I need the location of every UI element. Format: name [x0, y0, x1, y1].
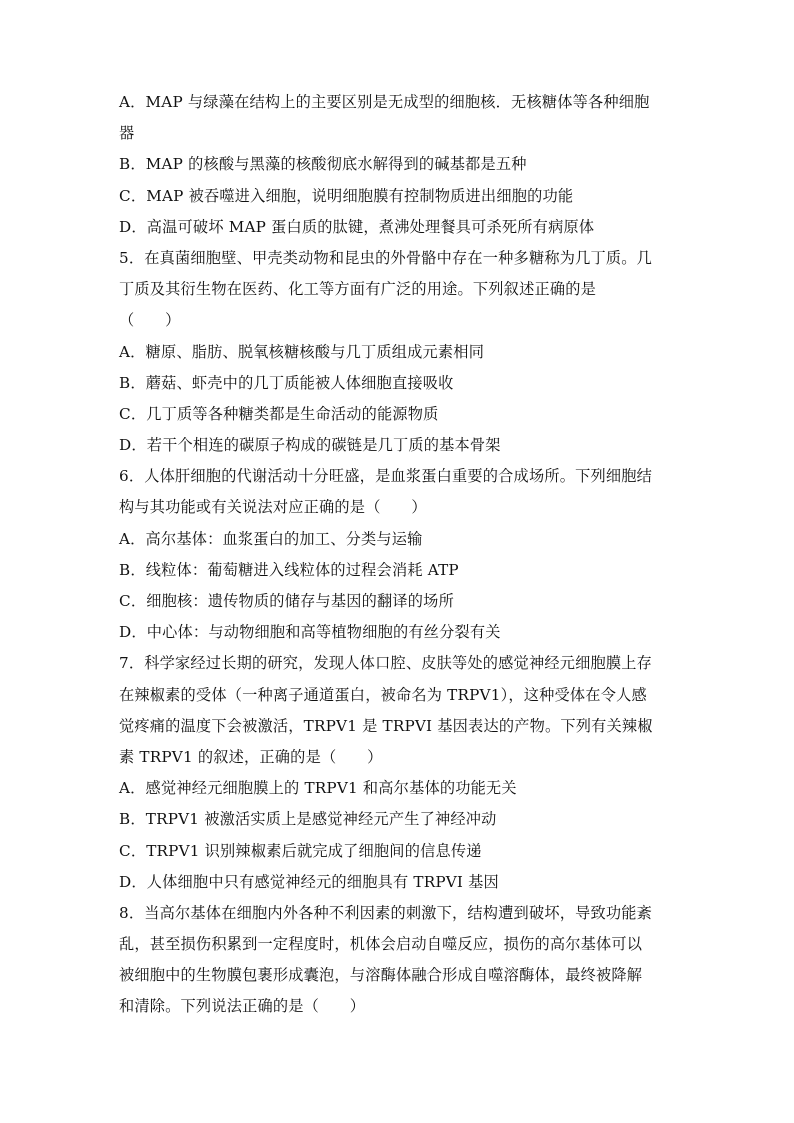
question-8-line4: 和清除。下列说法正确的是（ ） — [119, 997, 366, 1016]
option-b-q5: B．蘑菇、虾壳中的几丁质能被人体细胞直接吸收 — [119, 373, 454, 392]
question-7-line4: 素 TRPV1 的叙述，正确的是（ ） — [119, 747, 383, 766]
question-6-line1: 6．人体肝细胞的代谢活动十分旺盛，是血浆蛋白重要的合成场所。下列细胞结 — [119, 467, 653, 486]
question-7-line1: 7．科学家经过长期的研究，发现人体口腔、皮肤等处的感觉神经元细胞膜上存 — [119, 654, 653, 673]
question-5-blank: （ ） — [119, 311, 181, 330]
option-c-q6: C．细胞核：遗传物质的储存与基因的翻译的场所 — [119, 592, 454, 610]
option-a-q6: A．高尔基体：血浆蛋白的加工、分类与运输 — [119, 529, 423, 548]
option-a-q4-line2: 器 — [119, 124, 135, 143]
option-a-q5: A．糖原、脂肪、脱氧核糖核酸与几丁质组成元素相同 — [119, 342, 485, 361]
question-8-line2: 乱，甚至损伤积累到一定程度时，机体会启动自噬反应，损伤的高尔基体可以 — [119, 935, 643, 954]
question-5-line1: 5．在真菌细胞壁、甲壳类动物和昆虫的外骨骼中存在一种多糖称为几丁质。几 — [119, 248, 653, 267]
option-b-q4: B．MAP 的核酸与黑藻的核酸彻底水解得到的碱基都是五种 — [119, 155, 527, 174]
question-6-line2: 构与其功能或有关说法对应正确的是（ ） — [119, 498, 427, 517]
option-d-q6: D．中心体：与动物细胞和高等植物细胞的有丝分裂有关 — [119, 623, 501, 642]
option-c-q5: C．几丁质等各种糖类都是生命活动的能源物质 — [119, 404, 439, 423]
question-text-block — [119, 87, 679, 1023]
question-8-line3: 被细胞中的生物膜包裹形成囊泡，与溶酶体融合形成自噬溶酶体，最终被降解 — [119, 966, 643, 985]
question-5-line2: 丁质及其衍生物在医药、化工等方面有广泛的用途。下列叙述正确的是 — [119, 280, 597, 299]
option-b-q6: B．线粒体：葡萄糖进入线粒体的过程会消耗 ATP — [119, 560, 459, 579]
option-a-q7: A．感觉神经元细胞膜上的 TRPV1 和高尔基体的功能无关 — [119, 779, 517, 798]
option-d-q7: D．人体细胞中只有感觉神经元的细胞具有 TRPVI 基因 — [119, 872, 499, 891]
question-7-line2: 在辣椒素的受体（一种离子通道蛋白，被命名为 TRPV1），这种受体在令人感 — [119, 685, 647, 704]
question-8-line1: 8．当高尔基体在细胞内外各种不利因素的刺激下，结构遭到破坏，导致功能紊 — [119, 903, 653, 922]
option-a-q4-line1: A．MAP 与绿藻在结构上的主要区别是无成型的细胞核．无核糖体等各种细胞 — [119, 93, 650, 111]
option-c-q7: C．TRPV1 识别辣椒素后就完成了细胞间的信息传递 — [119, 841, 482, 860]
option-c-q4: C．MAP 被吞噬进入细胞，说明细胞膜有控制物质进出细胞的功能 — [119, 186, 574, 205]
option-d-q5: D．若干个相连的碳原子构成的碳链是几丁质的基本骨架 — [119, 436, 501, 455]
option-b-q7: B．TRPV1 被激活实质上是感觉神经元产生了神经冲动 — [119, 810, 497, 829]
question-7-line3: 觉疼痛的温度下会被激活，TRPV1 是 TRPVI 基因表达的产物。下列有关辣椒 — [119, 716, 653, 735]
option-d-q4: D．高温可破坏 MAP 蛋白质的肽键，煮沸处理餐具可杀死所有病原体 — [119, 217, 595, 236]
